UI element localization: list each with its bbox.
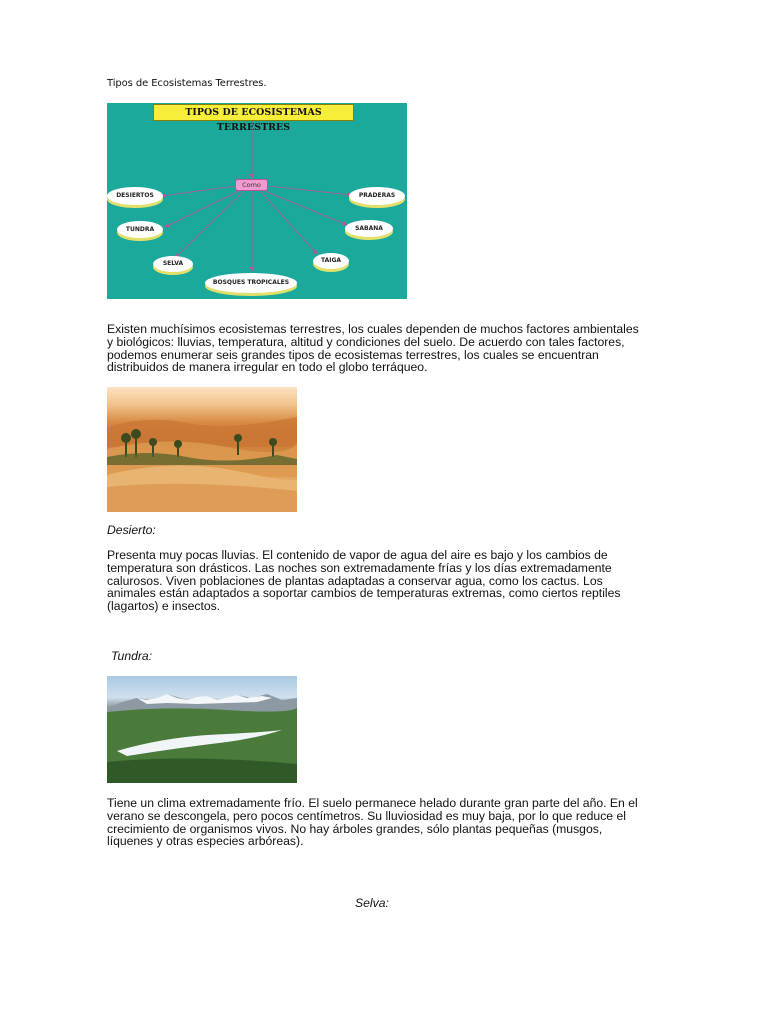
heading-tundra: Tundra: [111,649,153,663]
node-desiertos: DESIERTOS [107,187,163,205]
intro-paragraph [107,323,667,374]
node-tundra: TUNDRA [117,221,163,238]
desierto-line: Presenta muy pocas lluvias. El contenido de vapor de agua del aire es bajo y los cambios de [107,548,608,562]
arrow-tundra [165,191,239,227]
desierto-line: (lagartos) e insectos. [107,599,221,614]
node-bosques-tropicales: BOSQUES TROPICALES [205,273,297,293]
heading-desierto: Desierto: [107,523,156,537]
arrow-desiertos [162,186,235,196]
concept-map-center-node: Como [235,179,268,191]
desierto-line: calurosos. Viven poblaciones de plantas adaptadas a conservar agua, como los cactus. Los [107,573,603,588]
node-sabana: SABANA [345,220,393,237]
heading-selva: Selva: [355,896,389,910]
tundra-photo [107,676,297,783]
concept-map-figure [107,103,407,299]
tundra-line: crecimiento de organismos vivos. No hay árboles grandes, sólo plantas pequeñas (musgos, [107,821,603,836]
desierto-line: animales están adaptados a soportar cambios de temperaturas extremas, como ciertos reptiles [107,586,621,601]
tundra-paragraph [107,797,667,848]
intro-line: distribuidos de manera irregular en todo el globo terráqueo. [107,360,428,375]
arrow-sabana [265,191,347,225]
intro-line: podemos enumerar seis grandes tipos de ecosistemas terrestres, los cuales se encuentran [107,347,599,362]
node-praderas: PRADERAS [349,187,405,205]
desert-photo [107,387,297,512]
tundra-line: verano se descongela, pero pocos centímetros. Su lluviosidad es muy baja, por lo que reduce el [107,808,626,823]
node-selva: SELVA [153,256,193,272]
intro-line: Existen muchísimos ecosistemas terrestres, los cuales dependen de muchos factores ambientales [107,322,639,336]
tundra-line: líquenes y otras especies arbóreas). [107,834,304,849]
document-title: Tipos de Ecosistemas Terrestres. [107,78,267,89]
arrow-praderas [268,186,352,195]
desert-illustration [107,387,297,512]
desierto-paragraph [107,549,667,613]
node-taiga: TAIGA [313,253,349,269]
desierto-line: temperatura son drásticos. Las noches son extremadamente frías y los días extremadamente [107,560,612,575]
concept-map-title: TIPOS DE ECOSISTEMAS TERRESTRES [153,104,354,121]
tundra-line: Tiene un clima extremadamente frío. El suelo permanece helado durante gran parte del año. En el [107,796,638,810]
arrow-selva [175,192,243,258]
intro-line: y biológicos: lluvias, temperatura, altitud y condiciones del suelo. De acuerdo con tales factores, [107,334,625,349]
tundra-illustration [107,676,297,783]
